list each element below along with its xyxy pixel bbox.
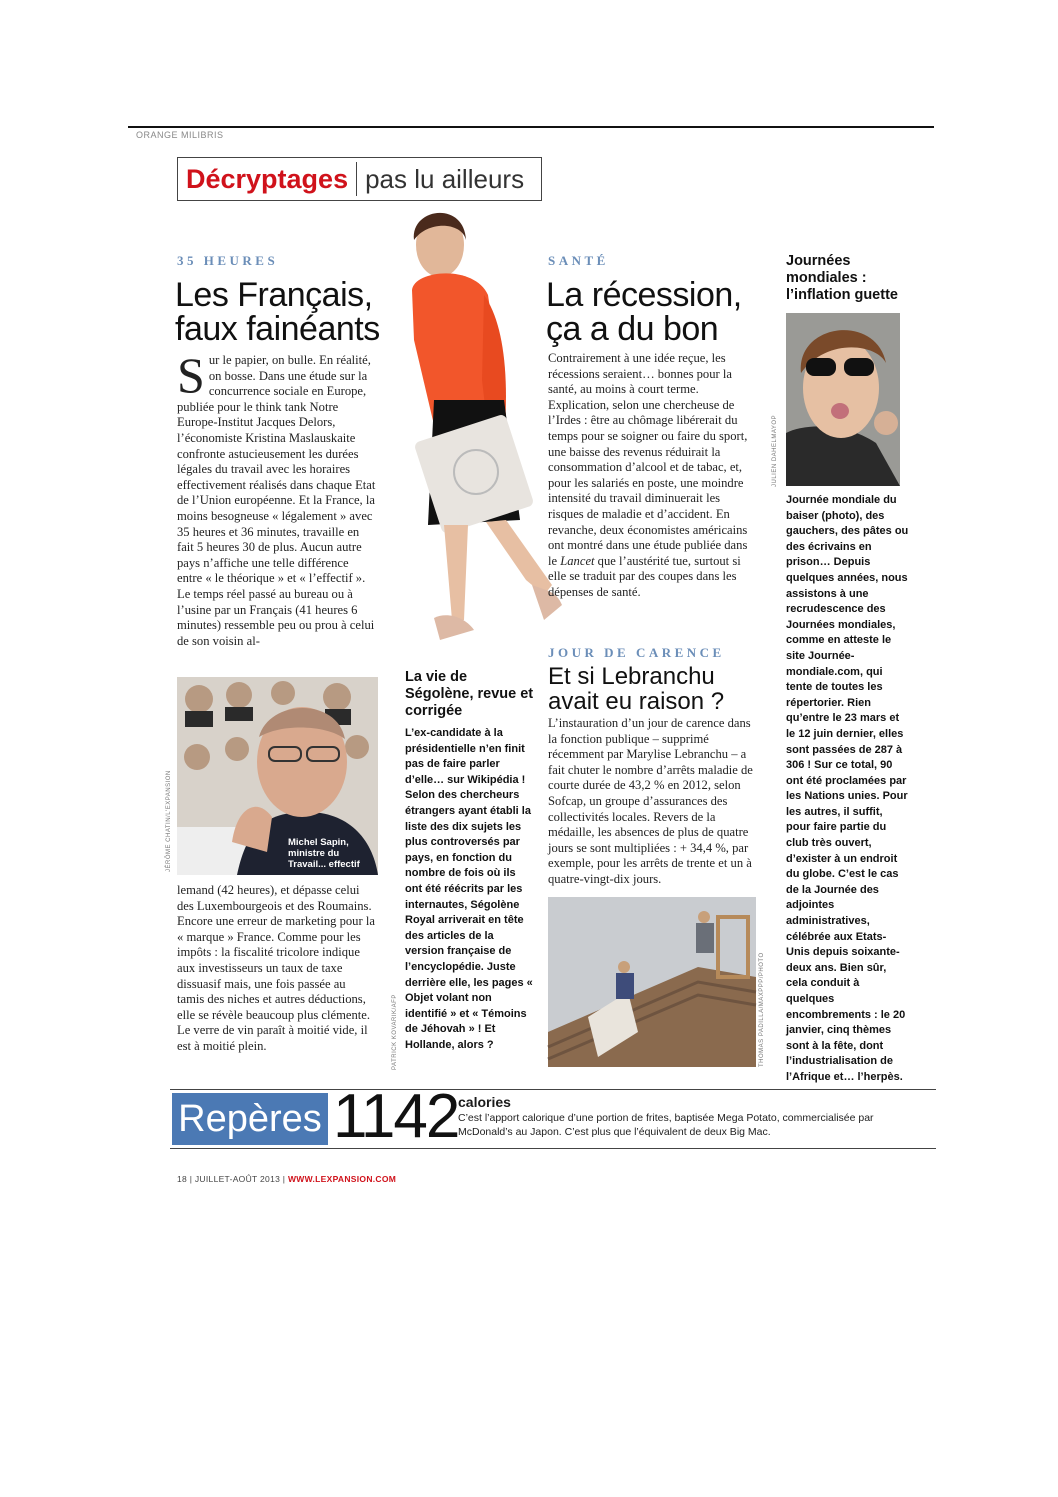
headline-carence: [548, 664, 758, 714]
top-rule: [128, 126, 934, 128]
rubric-main: Décryptages: [178, 162, 357, 196]
credit-roof: THOMAS PADILLA/MAXPPP/PHOTO: [759, 952, 765, 1067]
footer-page-info: 18 | JUILLET-AOÛT 2013 |: [177, 1174, 286, 1184]
source-label: ORANGE MILIBRIS: [136, 130, 224, 140]
rubric-sub: pas lu ailleurs: [365, 164, 525, 194]
reperes-number: 1142: [333, 1082, 459, 1151]
headline-carence-line1: Et si Lebranchu: [548, 663, 715, 690]
body-carence-wrap: [548, 716, 754, 890]
photo-caption-sapin: Michel Sapin, ministre du Travail... effectif: [288, 837, 360, 870]
reperes-unit: calories: [458, 1094, 511, 1110]
photo-kiss: [786, 313, 900, 486]
headline-35h: [175, 278, 405, 346]
headline-sante: [546, 278, 766, 346]
kicker-sante: SANTÉ: [548, 253, 609, 268]
dropcap: S: [177, 347, 205, 403]
segolene-title: La vie de Ségolène, revue et corrigée: [405, 669, 534, 719]
headline-sante-line2: ça a du bon: [546, 310, 719, 348]
reperes-text: C’est l’apport calorique d’une portion de frites, baptisée Mega Potato, commercialisée par McDonald’s au Japon. C’est plus que l’équivalent de deux Big Mac.: [458, 1112, 874, 1138]
body-35h-part2: lemand (42 heures), et dépasse celui des Luxembourgeois et des Roumains. Encore une erreur de marketing pour la « marque » France. Comme pour les impôts : la fiscalité tricolore indique aux investisseurs un taux de taxe dissuasif mais, une fois passée au tamis des niches et autres déductions, elle se révèle beaucoup plus clémente. Le verre de vin paraît à moitié vide, il est à moitié plein.: [177, 883, 375, 1053]
footer: [177, 1174, 396, 1184]
body-35h-part1-wrap: [177, 347, 376, 667]
body-35h-part1: ur le papier, on bulle. En réalité, on bosse. Dans une étude sur la concurrence sociale en Europe, publiée pour le think tank Notre Europe-Institut Jacques Delors, l’économiste Kristina Maslauskaite confronte astucieusement les durées légales du travail avec les horaires effectivement réalisés dans chaque Etat de l’Union européenne. Et la France, la moins besogneuse « légalement » avec 35 heures et 36 minutes, travaille en fait 5 heures 30 de plus. Aucun autre pays n’affiche une telle différence entre « le théorique » et « l’effectif ». Le temps réel passé au bureau ou à l’usine par un Français (41 heures 6 minutes) ressemble peu ou prou à celui de son voisin al-: [177, 353, 376, 648]
segolene-body: L’ex-candidate à la présidentielle n’en finit pas de faire parler d’elle… sur Wikipédia ! Selon des chercheurs étrangers ayant établi la liste des dix sujets les plus controversés par pays, en fonction du nombre de fois où ils ont été réécrits par les internautes, Ségolène Royal arriverait en tête des articles de la version française de l’encyclopédie. Juste derrière elle, les pages « Objet volant non identifié » et « Témoins de Jéhovah » ! Et Hollande, alors ?: [405, 727, 533, 1051]
body-sante-text2: que l’austérité tue, surtout si elle se traduit par des coupes dans les dépenses de santé.: [548, 553, 741, 599]
rubric-box: [177, 157, 542, 201]
body-35h-part2-wrap: [177, 883, 376, 1073]
kicker-35h: 35 HEURES: [177, 253, 279, 268]
photo-sapin: [177, 677, 378, 875]
kicker-carence: JOUR DE CARENCE: [548, 645, 725, 660]
body-sante-wrap: [548, 351, 754, 619]
photo-kiss-illustration: [786, 313, 900, 486]
journees-body-wrap: [786, 493, 910, 1083]
body-sante-text1: Contrairement à une idée reçue, les récessions seraient… bonnes pour la santé, au moins à court terme. Explication, selon une chercheuse de l’Irdes : être au chômage libérerait du temps pour se soigner ou faire du sport, une baisse des revenus réduirait la consommation d’alcool et de tabac, et, pour les salariés en poste, une moindre intensité du travail diminuerait les risques de maladie et d’accident. En revanche, deux économistes américains ont montré dans une étude publiée dans le: [548, 351, 748, 568]
body-carence: L’instauration d’un jour de carence dans la fonction publique – supprimé récemment par Marylise Lebranchu – a fait chuter le nombre d’arrêts maladie de courte durée de 43,2 % en 2012, selon Sofcap, un groupe d’assurances des collectivités locales. Revers de la médaille, les absences de plus de quatre jours se sont multipliées : + 34,4 %, par exemple, pour les arrêts de trente et un à quatre-vingt-dix jours.: [548, 716, 753, 886]
credit-segolene: PATRICK KOVARIK/AFP: [392, 994, 398, 1070]
footer-website-link[interactable]: WWW.LEXPANSION.COM: [287, 1174, 397, 1184]
reperes-label: Repères: [172, 1093, 328, 1145]
journees-body: Journée mondiale du baiser (photo), des gauchers, des pâtes ou des écrivains en prison… Depuis quelques années, nous assistons à une recrudescence des Journées mondiales, comme en atteste le site Journée-mondiale.com, qui tente de toutes les répertorier. Rien qu’entre le 23 mars et le 12 juin dernier, elles sont passées de 287 à 306 ! Sur ce total, 90 ont été proclamées par les Nations unies. Pour les autres, il suffit, pour faire partie du club très ouvert, d’exister à un endroit du globe. C’est le cas de la Journée des adjointes administratives, célébrée aux Etats-Unis depuis soixante-deux ans. Bien sûr, cela conduit à quelques encombrements : le 20 janvier, cinq thèmes sont à la fête, dont l’industrialisation de l’Afrique et… l’herpès.: [786, 494, 909, 1083]
credit-kiss: JULIEN DAHELMAYOP: [772, 414, 778, 487]
headline-35h-line2: faux fainéants: [175, 310, 380, 348]
photo-roof-illustration: [548, 897, 756, 1067]
headline-carence-line2: avait eu raison ?: [548, 688, 725, 715]
photo-segolene: [394, 200, 570, 660]
photo-roof: [548, 897, 756, 1067]
body-sante: [548, 351, 754, 601]
headline-35h-line1: Les Français,: [175, 276, 373, 314]
photo-segolene-illustration: [394, 200, 570, 660]
credit-sapin: JÉRÔME CHATIN/L'EXPANSION: [166, 770, 172, 872]
headline-sante-line1: La récession,: [546, 276, 742, 314]
journees-title: Journées mondiales : l’inflation guette: [786, 253, 898, 303]
body-sante-italic: Lancet: [560, 553, 595, 568]
segolene-body-wrap: [405, 726, 533, 1071]
